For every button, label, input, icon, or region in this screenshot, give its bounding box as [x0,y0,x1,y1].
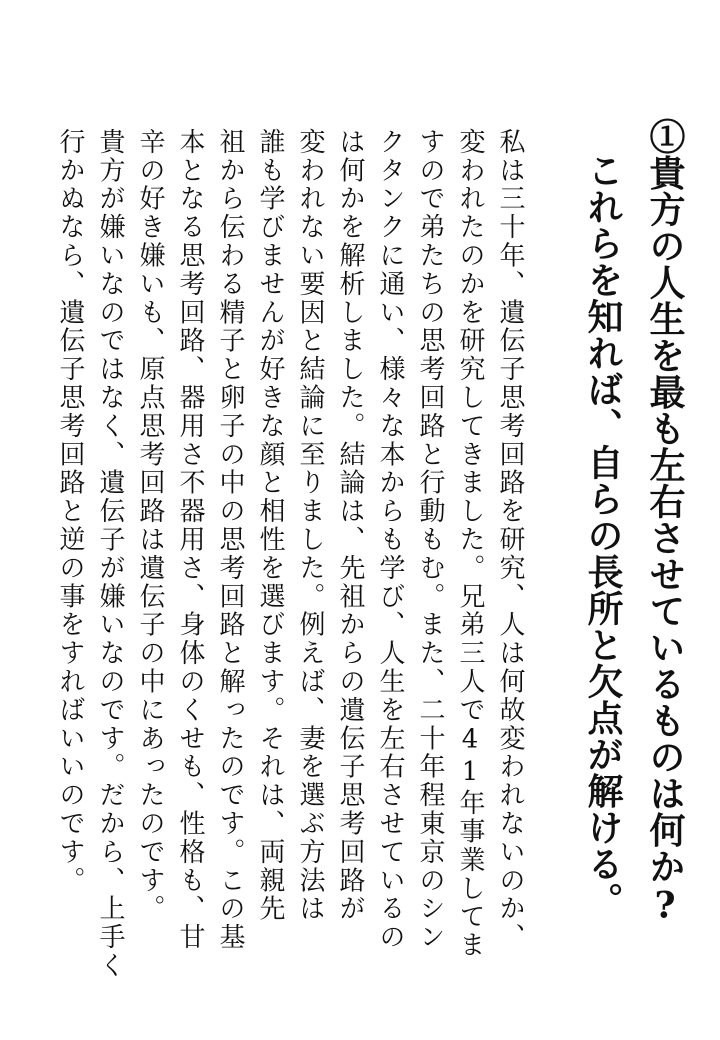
body-line: 変われたのかを研究してきました。兄弟三人で41年事業してま [455,128,485,960]
title-line-2: これらを知れば、自らの長所と欠点が解ける。 [582,152,624,919]
body-line: 祖から伝わる精子と卵子の中の思考回路と解ったのです。この基 [215,128,245,952]
body-line: 変われない要因と結論に至りました。例えば、妻を選ぶ方法は [295,128,325,924]
body-line: 本となる思考回路、器用さ不器用さ、身体のくせも、性格も、甘 [175,128,205,952]
body-line: 辛の好き嫌いも、原点思考回路は遺伝子の中にあったのです。 [135,128,165,924]
body-line: クタンクに通い、様々な本からも学び、人生を左右させているの [375,128,405,952]
body-line: 私は三十年、遺伝子思考回路を研究、人は何故変われないのか、 [495,128,525,952]
body-line: 貴方が嫌いなのではなく、遺伝子が嫌いなのです。だから、上手く [95,128,125,980]
body-line: 誰も学びませんが好きな顔と相性を選びます。それは、両親先 [255,128,285,924]
title-line-1: ①貴方の人生を最も左右させているものは何か? [644,118,686,927]
body-text [50,128,530,980]
body-line: 行かぬなら、遺伝子思考回路と逆の事をすればいいのです。 [55,128,85,895]
page-title [572,118,696,927]
body-line: は何かを解析しました。結論は、先祖からの遺伝子思考回路が [335,128,365,924]
body-line: すので弟たちの思考回路と行動もむ。また、二十年程東京のシン [415,128,445,952]
